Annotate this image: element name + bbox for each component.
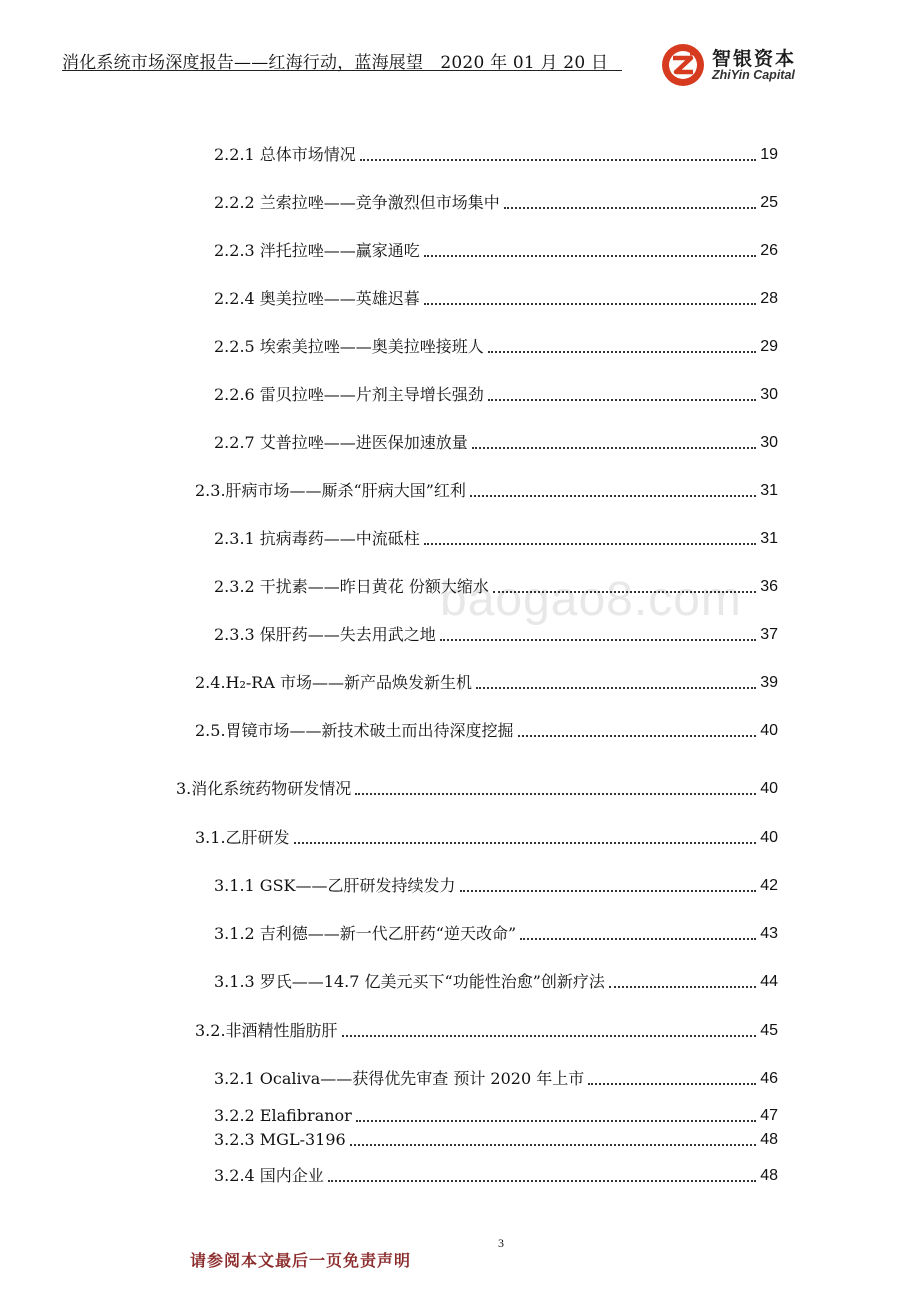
- toc-entry-title: 3.2.1 Ocaliva——获得优先审查 预计 2020 年上市: [214, 1069, 585, 1088]
- toc-leader-dots: [472, 446, 756, 449]
- toc-entry-title: 2.4.H₂-RA 市场——新产品焕发新生机: [195, 673, 472, 692]
- toc-entry-title: 2.3.3 保肝药——失去用武之地: [214, 625, 436, 644]
- logo-chinese-name: 智银资本: [712, 48, 797, 70]
- toc-leader-dots: [424, 542, 756, 545]
- toc-entry-page: 36: [760, 578, 778, 595]
- toc-entry-title: 2.2.5 埃索美拉唑——奥美拉唑接班人: [214, 337, 484, 356]
- toc-entry-title: 2.3.1 抗病毒药——中流砥柱: [214, 529, 420, 548]
- toc-entry-title: 3.2.4 国内企业: [214, 1166, 324, 1185]
- toc-entry-2-3-2[interactable]: [214, 574, 778, 598]
- toc-entry-page: 29: [760, 338, 778, 355]
- toc-entry-page: 48: [760, 1131, 778, 1148]
- toc-entry-3-1-3[interactable]: [214, 969, 778, 993]
- toc-leader-dots: [294, 841, 757, 844]
- toc-entry-title: 2.2.6 雷贝拉唑——片剂主导增长强劲: [214, 385, 484, 404]
- toc-entry-3-1[interactable]: [195, 825, 778, 849]
- toc-entry-title: 3.2.非酒精性脂肪肝: [195, 1021, 338, 1040]
- toc-leader-dots: [350, 1143, 756, 1146]
- toc-entry-2-3-3[interactable]: [214, 622, 778, 646]
- toc-entry-page: 44: [760, 973, 778, 990]
- toc-entry-2-2-7[interactable]: [214, 430, 778, 454]
- toc-leader-dots: [476, 686, 756, 689]
- toc-entry-3-2[interactable]: [195, 1018, 778, 1042]
- toc-entry-title: 3.2.3 MGL-3196: [214, 1130, 346, 1149]
- toc-entry-page: 45: [760, 1022, 778, 1039]
- toc-entry-page: 28: [760, 290, 778, 307]
- toc-entry-2-2-5[interactable]: [214, 334, 778, 358]
- toc-entry-title: 3.2.2 Elafibranor: [214, 1106, 352, 1125]
- toc-entry-title: 3.1.乙肝研发: [195, 828, 290, 847]
- company-logo: [660, 42, 810, 92]
- toc-entry-page: 19: [760, 146, 778, 163]
- toc-entry-page: 46: [760, 1070, 778, 1087]
- page-number: 3: [498, 1236, 504, 1250]
- toc-entry-page: 37: [760, 626, 778, 643]
- toc-leader-dots: [355, 792, 756, 795]
- toc-entry-title: 2.2.7 艾普拉唑——进医保加速放量: [214, 433, 468, 452]
- report-header-title: 消化系统市场深度报告——红海行动，蓝海展望 2020 年 01 月 20 日: [62, 53, 609, 73]
- toc-leader-dots: [488, 398, 756, 401]
- toc-entry-page: 43: [760, 925, 778, 942]
- toc-entry-title: 2.3.肝病市场——厮杀“肝病大国”红利: [195, 481, 466, 500]
- toc-leader-dots: [460, 889, 757, 892]
- toc-entry-page: 40: [760, 829, 778, 846]
- watermark: baogao8.com: [440, 573, 742, 626]
- toc-entry-2-5[interactable]: [195, 718, 778, 742]
- toc-entry-title: 3.1.3 罗氏——14.7 亿美元买下“功能性治愈”创新疗法: [214, 972, 605, 991]
- toc-entry-3-1-2[interactable]: [214, 921, 778, 945]
- toc-entry-title: 2.2.2 兰索拉唑——竞争激烈但市场集中: [214, 193, 500, 212]
- toc-entry-page: 25: [760, 194, 778, 211]
- toc-entry-page: 47: [760, 1107, 778, 1124]
- toc-leader-dots: [504, 206, 756, 209]
- toc-entry-page: 31: [760, 482, 778, 499]
- toc-entry-3-1-1[interactable]: [214, 873, 778, 897]
- toc-leader-dots: [360, 158, 756, 161]
- toc-leader-dots: [588, 1082, 756, 1085]
- toc-entry-page: 40: [760, 722, 778, 739]
- toc-entry-page: 31: [760, 530, 778, 547]
- header-divider: [62, 70, 622, 71]
- toc-entry-2-3-1[interactable]: [214, 526, 778, 550]
- toc-entry-title: 2.5.胃镜市场——新技术破土而出待深度挖掘: [195, 721, 514, 740]
- toc-leader-dots: [488, 350, 756, 353]
- zhiyin-logo-icon: [660, 42, 706, 88]
- toc-leader-dots: [520, 937, 756, 940]
- toc-leader-dots: [493, 590, 756, 593]
- toc-entry-3-2-1[interactable]: [214, 1066, 778, 1090]
- toc-entry-2-2-4[interactable]: [214, 286, 778, 310]
- toc-entry-title: 3.1.2 吉利德——新一代乙肝药“逆天改命”: [214, 924, 517, 943]
- toc-leader-dots: [424, 254, 756, 257]
- toc-entry-3-2-2[interactable]: [214, 1103, 778, 1127]
- toc-entry-page: 39: [760, 674, 778, 691]
- toc-leader-dots: [609, 985, 756, 988]
- toc-entry-3[interactable]: [176, 776, 778, 800]
- logo-english-name: ZhiYin Capital: [712, 68, 795, 82]
- toc-entry-2-2-1[interactable]: [214, 142, 778, 166]
- toc-entry-page: 40: [760, 780, 778, 797]
- toc-entry-page: 42: [760, 877, 778, 894]
- toc-entry-title: 2.3.2 干扰素——昨日黄花 份额大缩水: [214, 577, 489, 596]
- toc-entry-2-2-2[interactable]: [214, 190, 778, 214]
- toc-leader-dots: [356, 1119, 756, 1122]
- toc-entry-title: 2.2.4 奥美拉唑——英雄迟暮: [214, 289, 420, 308]
- toc-entry-2-4[interactable]: [195, 670, 778, 694]
- toc-entry-3-2-4[interactable]: [214, 1163, 778, 1187]
- toc-entry-title: 3.1.1 GSK——乙肝研发持续发力: [214, 876, 456, 895]
- toc-leader-dots: [342, 1034, 757, 1037]
- toc-leader-dots: [518, 734, 757, 737]
- toc-leader-dots: [328, 1179, 756, 1182]
- toc-entry-title: 2.2.3 泮托拉唑——赢家通吃: [214, 241, 420, 260]
- toc-entry-page: 30: [760, 386, 778, 403]
- toc-entry-page: 30: [760, 434, 778, 451]
- toc-entry-page: 26: [760, 242, 778, 259]
- toc-leader-dots: [440, 638, 756, 641]
- toc-leader-dots: [470, 494, 756, 497]
- toc-entry-3-2-3[interactable]: [214, 1127, 778, 1151]
- toc-leader-dots: [424, 302, 756, 305]
- toc-entry-page: 48: [760, 1167, 778, 1184]
- toc-entry-title: 2.2.1 总体市场情况: [214, 145, 356, 164]
- toc-entry-2-3[interactable]: [195, 478, 778, 502]
- toc-entry-2-2-6[interactable]: [214, 382, 778, 406]
- toc-entry-title: 3.消化系统药物研发情况: [176, 779, 352, 798]
- toc-entry-2-2-3[interactable]: [214, 238, 778, 262]
- disclaimer-notice: 请参阅本文最后一页免责声明: [190, 1251, 412, 1270]
